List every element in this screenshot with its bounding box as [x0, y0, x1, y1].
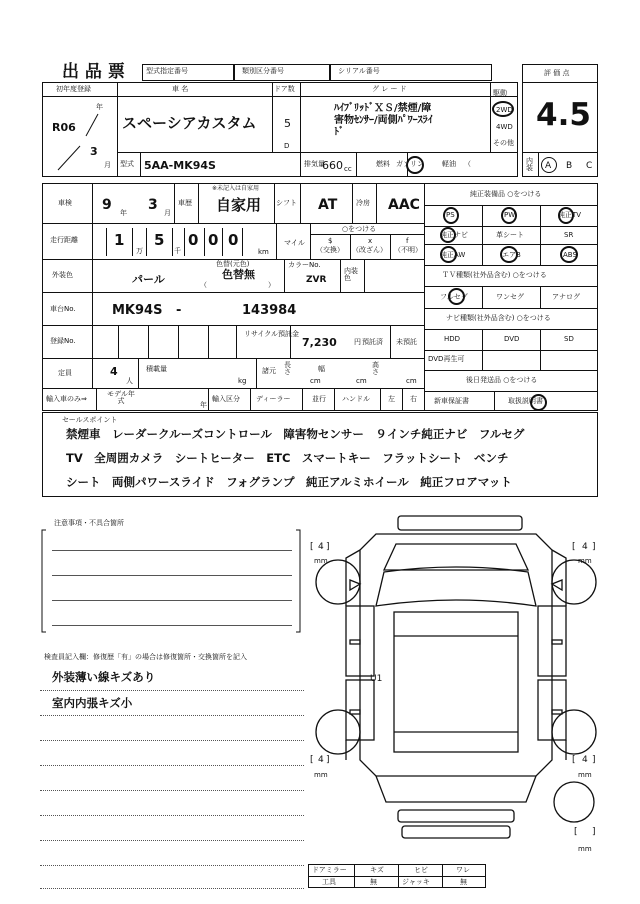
- ac-type[interactable]: AAC: [388, 197, 420, 213]
- score-value[interactable]: 4.5: [536, 97, 591, 133]
- model-label: 型式: [120, 160, 134, 168]
- category-label: 類別区分番号: [242, 67, 284, 75]
- tire-fl-bracket-open: [: [310, 542, 314, 552]
- tire-rl-bracket-open: [: [310, 755, 314, 765]
- chassis-label: 車台No.: [50, 305, 76, 313]
- capacity-unit: 人: [126, 377, 133, 385]
- odo-tampered-mark: x: [368, 237, 373, 245]
- equip-navi[interactable]: 純正ナビ: [440, 231, 468, 239]
- fuel-diesel[interactable]: 軽油: [442, 160, 456, 168]
- equip-sr[interactable]: SR: [564, 231, 574, 239]
- odo-tampered[interactable]: （改ざん）: [352, 246, 387, 254]
- handle-left[interactable]: 左: [388, 395, 395, 403]
- displacement[interactable]: 660: [322, 159, 343, 172]
- kg-unit: kg: [238, 377, 247, 385]
- equip-ps[interactable]: PS: [446, 211, 455, 219]
- serial-label: シリアル番号: [338, 67, 380, 75]
- dvd-play[interactable]: DVD再生可: [428, 355, 465, 363]
- sales-point-line-1[interactable]: 禁煙車 レーダークルーズコントロール 障害物センサー ９インチ純正ナビ フルセグ: [66, 427, 525, 441]
- later-warranty[interactable]: 新車保証書: [434, 397, 469, 405]
- tire-rr-bracket-close: ]: [592, 755, 596, 765]
- ac-label: 冷房: [356, 199, 370, 207]
- equip-tv-circle: [558, 207, 574, 224]
- length-unit: cm: [310, 377, 321, 385]
- ext-color[interactable]: パール: [132, 273, 165, 286]
- first-reg-label: 初年度登録: [56, 85, 91, 93]
- caution-label: 注意事項・不具合箇所: [54, 519, 124, 527]
- equip-airbag-circle: [500, 246, 518, 263]
- tire-rr-unit: mm: [578, 771, 592, 779]
- shift-label: シフト: [276, 199, 297, 207]
- navi-sd[interactable]: SD: [564, 335, 574, 343]
- jack-label: ジャッキ: [402, 878, 430, 886]
- grade-line-2[interactable]: 害物ｾﾝｻｰ/両側ﾊﾟﾜｰｽﾗｲ: [334, 115, 433, 126]
- shift-type[interactable]: AT: [318, 197, 338, 213]
- repaint-paren-close: ）: [268, 281, 275, 289]
- import-parallel[interactable]: 並行: [312, 395, 326, 403]
- equip-leather[interactable]: 革シート: [496, 231, 524, 239]
- repaint-label: 色替(元色): [216, 260, 250, 268]
- handle-right[interactable]: 右: [410, 395, 417, 403]
- tools-label: 工具: [322, 878, 336, 886]
- fuel-gasoline[interactable]: ガソリン: [396, 160, 424, 168]
- grade-line-1[interactable]: ﾊｲﾌﾞﾘｯﾄﾞＸＳ/禁煙/障: [334, 103, 432, 114]
- inspector-note-2[interactable]: 室内内張キズ小: [52, 696, 133, 710]
- mileage-digit-3[interactable]: 0: [188, 231, 199, 249]
- model-cert-label: 型式指定番号: [146, 67, 188, 75]
- tire-fl-unit: mm: [314, 557, 328, 565]
- fuel-gasoline-circle: [406, 156, 424, 174]
- sheet-title: 出 品 票: [62, 62, 125, 82]
- recycle-paid[interactable]: 預託済: [362, 338, 383, 346]
- import-dealer[interactable]: ディーラー: [256, 395, 291, 403]
- equipment-title: 純正装備品 ○をつける: [470, 190, 542, 198]
- sales-points-label: セールスポイント: [62, 416, 118, 424]
- capacity-label: 定員: [58, 369, 72, 377]
- tire-rl-unit: mm: [314, 771, 328, 779]
- width-unit: cm: [356, 377, 367, 385]
- interior-a-circle: [541, 157, 557, 173]
- fuel-paren: （: [464, 160, 471, 168]
- equip-tv[interactable]: 純正TV: [558, 211, 582, 219]
- later-items-title: 後日発送品 ○をつける: [466, 376, 538, 384]
- navi-dvd[interactable]: DVD: [504, 335, 520, 343]
- tire-fl-bracket-close: ]: [326, 542, 330, 552]
- reg-date-slash: [50, 100, 114, 174]
- shaken-month-unit: 月: [164, 209, 171, 217]
- tire-spare-bracket-close: ]: [592, 827, 596, 837]
- car-name[interactable]: スペーシアカスタム: [122, 114, 257, 132]
- repaint-value[interactable]: 色替無: [222, 268, 255, 281]
- navi-hdd[interactable]: HDD: [444, 335, 461, 343]
- tire-rr-depth[interactable]: 4: [582, 755, 588, 765]
- crack-label: ヒビ: [414, 866, 428, 874]
- recycle-unit: 円: [354, 338, 361, 346]
- tire-fr-depth[interactable]: 4: [582, 542, 588, 552]
- import-type-label: 輸入区分: [212, 395, 240, 403]
- tire-fr-bracket-open: [: [572, 542, 576, 552]
- door-unit: D: [284, 142, 290, 150]
- recycle-label: リサイクル預託金: [244, 330, 300, 338]
- equip-navi-circle: [440, 227, 456, 243]
- sales-point-line-2[interactable]: TV 全周囲カメラ シートヒーター ETC スマートキー フラットシート ベンチ: [66, 451, 509, 465]
- scratch-label: キズ: [370, 866, 384, 874]
- tire-rl-bracket-close: ]: [326, 755, 330, 765]
- tv-oneseg[interactable]: ワンセグ: [496, 293, 524, 301]
- equip-aw[interactable]: 純正AW: [440, 251, 466, 259]
- shaken-year[interactable]: 9: [102, 197, 112, 213]
- odo-unknown-mark: f: [406, 237, 409, 245]
- equip-abs[interactable]: ABS: [563, 251, 577, 259]
- mileage-unit-man: 万: [136, 247, 143, 255]
- repaint-paren-open: （: [200, 281, 207, 289]
- drive-2wd-circle: [492, 101, 514, 117]
- later-manual-circle: [530, 394, 547, 411]
- recycle-fee[interactable]: 7,230: [302, 336, 337, 349]
- equip-pw-circle: [501, 207, 517, 224]
- mileage-digit-4[interactable]: 0: [208, 231, 219, 249]
- chassis-number[interactable]: 143984: [242, 303, 297, 318]
- damage-mark-u1[interactable]: U1: [370, 674, 383, 684]
- height-unit: cm: [406, 377, 417, 385]
- mileage-digit-2[interactable]: 5: [154, 231, 165, 249]
- later-manual[interactable]: 取扱説明書: [508, 397, 543, 405]
- door-count[interactable]: 5: [284, 117, 291, 130]
- equip-ps-circle: [443, 207, 459, 224]
- mileage-digit-1[interactable]: 1: [114, 231, 125, 249]
- model-year-unit: 年: [200, 401, 207, 409]
- odo-unknown[interactable]: （不明）: [394, 246, 422, 254]
- capacity[interactable]: 4: [110, 365, 118, 378]
- drive-4wd[interactable]: 4WD: [496, 123, 513, 131]
- fuel-label: 燃料: [376, 160, 390, 168]
- mirror-label: ドアミラー: [312, 866, 347, 874]
- length-label: 長さ: [284, 361, 291, 376]
- grade-line-3[interactable]: ﾄﾞ: [334, 127, 344, 138]
- chassis-prefix[interactable]: MK94S: [112, 303, 163, 318]
- recycle-unpaid[interactable]: 未預託: [396, 338, 417, 346]
- first-reg-year[interactable]: R06: [52, 121, 76, 134]
- doors-label: ドア数: [274, 85, 295, 93]
- sales-point-line-3[interactable]: シート 両側パワースライド フォグランプ 純正アルミホイール 純正フロアマット: [66, 475, 512, 489]
- displacement-label: 排気量: [304, 160, 325, 168]
- model-year-label: モデル年式: [107, 390, 135, 405]
- jack-value[interactable]: 無: [460, 878, 467, 886]
- car-name-label: 車 名: [172, 85, 189, 93]
- tv-fullseg-circle: [448, 288, 465, 305]
- grade-label: グ レ ー ド: [372, 85, 407, 93]
- load-label: 積載量: [146, 365, 167, 373]
- equip-aw-circle: [440, 246, 457, 263]
- equip-airbag[interactable]: エアB: [502, 251, 521, 259]
- inspector-note-1[interactable]: 外装薄い線キズあり: [52, 670, 156, 684]
- height-label: 高さ: [372, 361, 379, 376]
- tire-fr-bracket-close: ]: [592, 542, 596, 552]
- tire-fl-depth[interactable]: 4: [318, 542, 324, 552]
- mileage-digit-5[interactable]: 0: [228, 231, 239, 249]
- first-reg-month[interactable]: 3: [90, 145, 98, 158]
- year-unit: 年: [96, 103, 103, 111]
- dent-label: ワレ: [456, 866, 470, 874]
- chassis-dash: -: [176, 303, 182, 318]
- circle-hint: ○をつける: [342, 225, 377, 233]
- odo-exchange[interactable]: （交換）: [316, 246, 344, 254]
- odo-exchange-mark: $: [328, 237, 333, 245]
- int-color-label: 内装色: [344, 267, 358, 282]
- history-note: ※未記入は自家用: [212, 185, 260, 192]
- model-code[interactable]: 5AA-MK94S: [144, 159, 216, 172]
- caution-bracket: [40, 526, 302, 636]
- interior-grade-b[interactable]: B: [566, 161, 573, 171]
- equip-abs-circle: [560, 246, 578, 263]
- mileage-unit-sen: 千: [174, 247, 181, 255]
- color-no[interactable]: ZVR: [306, 275, 327, 285]
- car-damage-diagram[interactable]: [306, 510, 606, 870]
- cc-unit: cc: [344, 165, 352, 173]
- drive-label: 駆動: [493, 89, 507, 97]
- shaken-month[interactable]: 3: [148, 197, 158, 213]
- km-unit: km: [258, 248, 269, 256]
- tv-analog[interactable]: アナログ: [552, 293, 580, 301]
- drive-2wd[interactable]: 2WD: [496, 106, 513, 114]
- tv-type-title: ＴＶ種類(社外品含む) ○をつける: [442, 271, 547, 279]
- interior-grade-a[interactable]: A: [545, 161, 552, 171]
- shaken-label: 車検: [58, 199, 72, 207]
- equip-pw[interactable]: PW: [504, 211, 516, 219]
- tv-fullseg[interactable]: フルセグ: [440, 293, 468, 301]
- score-label: 評 価 点: [544, 69, 570, 77]
- interior-label: 内装: [526, 157, 533, 172]
- tools-value[interactable]: 無: [370, 878, 377, 886]
- mile-option[interactable]: マイル: [284, 239, 305, 247]
- width-label: 幅: [318, 365, 325, 373]
- reg-no-label: 登録No.: [50, 337, 76, 345]
- color-no-label: カラーNo.: [288, 261, 321, 269]
- ext-color-label: 外装色: [52, 271, 73, 279]
- tire-spare-unit: mm: [578, 845, 592, 853]
- handle-label: ハンドル: [342, 395, 370, 403]
- usage-history[interactable]: 自家用: [216, 196, 262, 214]
- dims-label: 諸元: [262, 367, 276, 375]
- mileage-label: 走行距離: [50, 236, 78, 244]
- interior-grade-c[interactable]: C: [586, 161, 593, 171]
- tire-fr-unit: mm: [578, 557, 592, 565]
- tire-rr-bracket-open: [: [572, 755, 576, 765]
- import-only-label: 輸入車のみ⇒: [46, 395, 87, 403]
- month-unit: 月: [104, 161, 111, 169]
- tire-rl-depth[interactable]: 4: [318, 755, 324, 765]
- history-label: 車歴: [178, 199, 192, 207]
- shaken-year-unit: 年: [120, 209, 127, 217]
- drive-other[interactable]: その他: [493, 139, 514, 147]
- inspector-label: 検査員記入欄：修復歴「有」の場合は修復箇所・交換箇所を記入: [44, 653, 247, 661]
- navi-type-title: ナビ種類(社外品含む) ○をつける: [446, 314, 551, 322]
- tire-spare-bracket-open: [: [574, 827, 578, 837]
